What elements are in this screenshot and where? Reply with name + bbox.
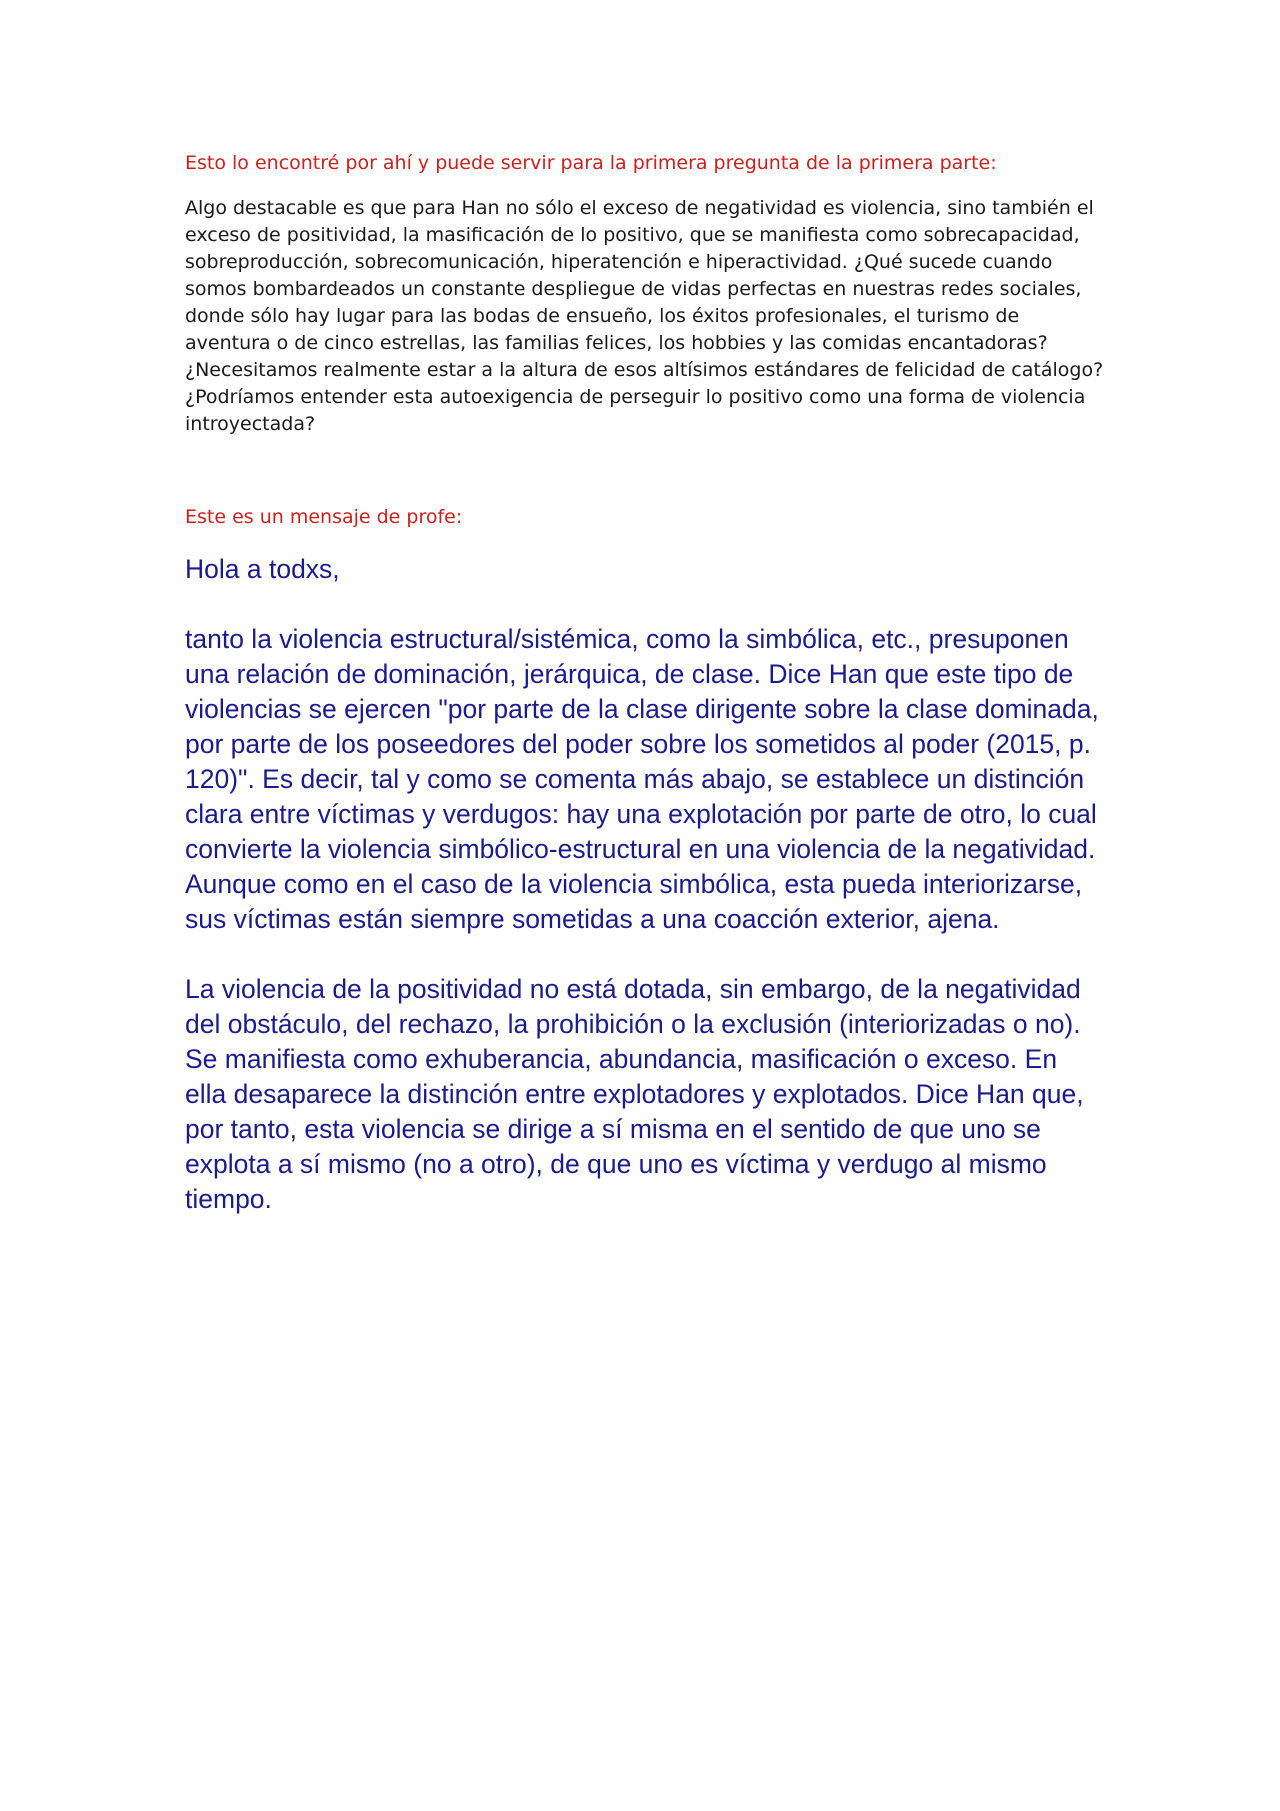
document-page (185, 150, 1105, 1252)
message-greeting: Hola a todxs, (185, 554, 340, 584)
message-paragraph-2: La violencia de la positividad no está dotada, sin embargo, de la negatividad del obstáculo, del rechazo, la prohibición o la exclusión (interiorizadas o no). Se manifiesta como exhuberancia, abundancia, masificación o exceso. En ella desaparece la distinción entre explotadores y explotados. Dice Han que, por tanto, esta violencia se dirige a sí misma en el sentido de que uno se explota a sí mismo (no a otro), de que uno es víctima y verdugo al mismo tiempo. (185, 974, 1084, 1214)
teacher-message-note: Este es un mensaje de profe: (185, 506, 463, 528)
teacher-message (185, 552, 1105, 1217)
message-paragraph-1: tanto la violencia estructural/sistémica, como la simbólica, etc., presuponen una relación de dominación, jerárquica, de clase. Dice Han que este tipo de violencias se ejercen "por parte de la clase dirigente sobre la clase dominada, por parte de los poseedores del poder sobre los sometidos al poder (2015, p. 120)". Es decir, tal y como se comenta más abajo, se establece un distinción clara entre víctimas y verdugos: hay una explotación por parte de otro, lo cual convierte la violencia simbólico-estructural en una violencia de la negatividad. Aunque como en el caso de la violencia simbólica, esta pueda interiorizarse, sus víctimas están siempre sometidas a una coacción exterior, ajena. (185, 624, 1099, 934)
intro-note: Esto lo encontré por ahí y puede servir para la primera pregunta de la primera parte: (185, 152, 997, 174)
quoted-paragraph: Algo destacable es que para Han no sólo el exceso de negatividad es violencia, sino también el exceso de positividad, la masificación de lo positivo, que se manifiesta como sobrecapacidad, sobreproducción, sobrecomunicación, hiperatención e hiperactividad. ¿Qué sucede cuando somos bombardeados un constante despliegue de vidas perfectas en nuestras redes sociales, donde sólo hay lugar para las bodas de ensueño, los éxitos profesionales, el turismo de aventura o de cinco estrellas, las familias felices, los hobbies y las comidas encantadoras? ¿Necesitamos realmente estar a la altura de esos altísimos estándares de felicidad de catálogo? ¿Podríamos entender esta autoexigencia de perseguir lo positivo como una forma de violencia introyectada? (185, 197, 1104, 435)
